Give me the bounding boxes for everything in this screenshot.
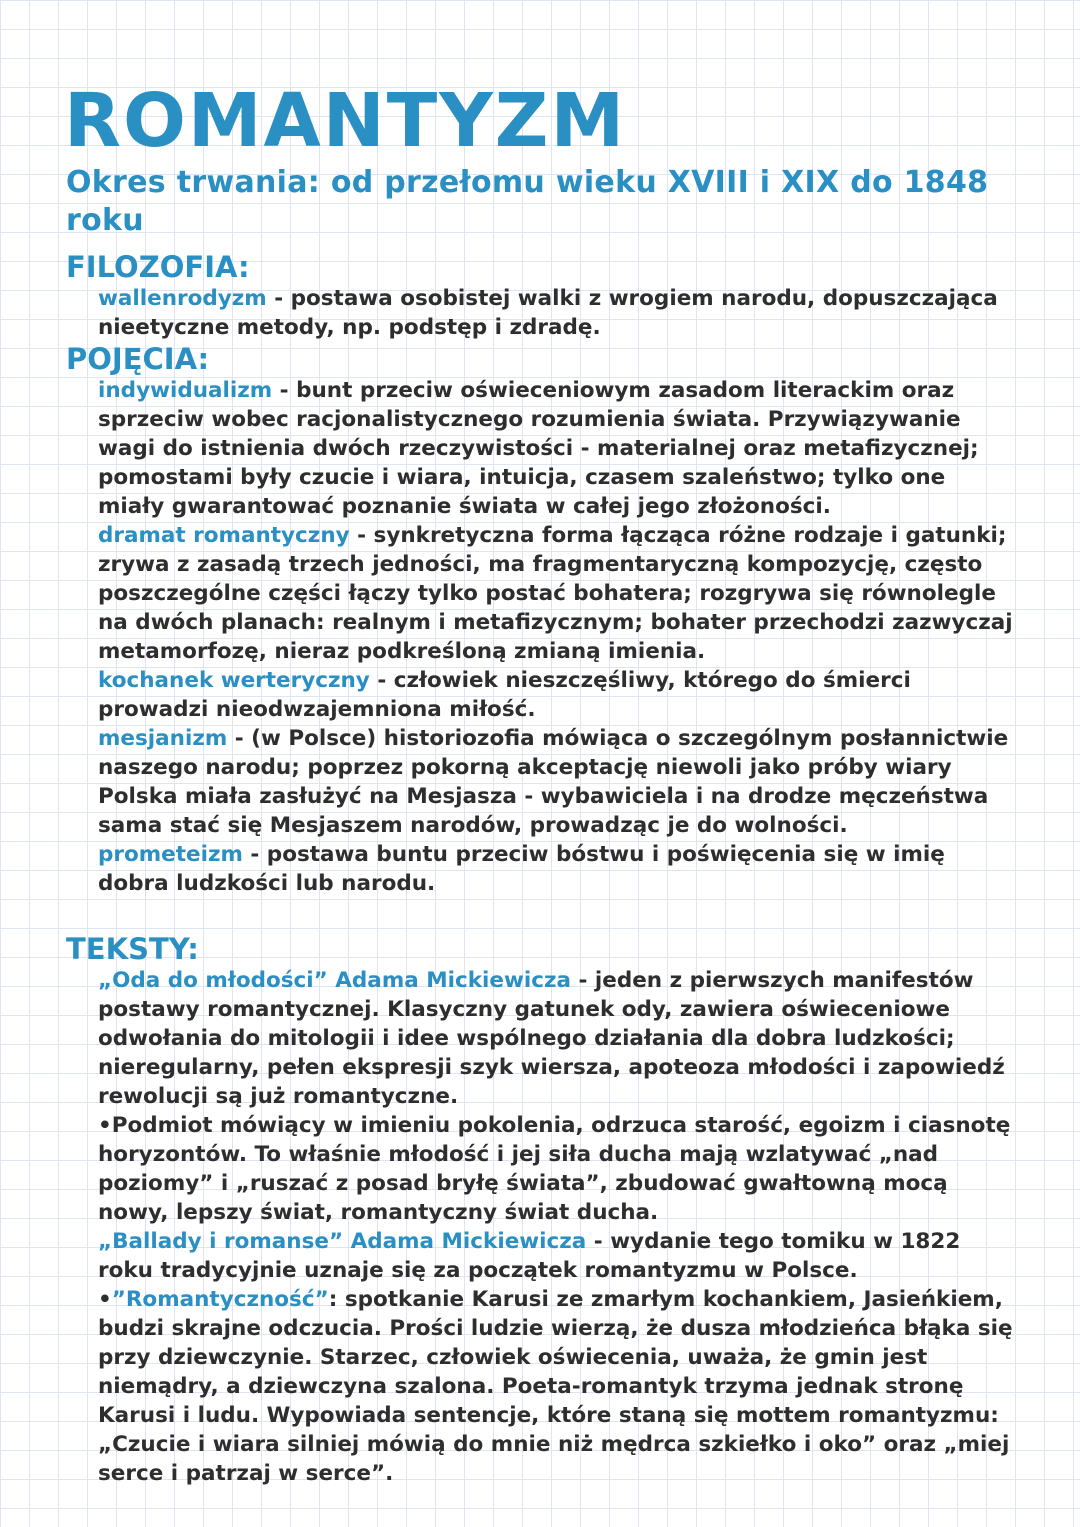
filozofia-entries xyxy=(98,284,1014,342)
term-definition: - postawa buntu przeciw bóstwu i poświęcenia się w imię dobra ludzkości lub narodu. xyxy=(98,842,945,896)
work-title: „Oda do młodości” Adama Mickiewicza xyxy=(98,968,571,993)
teksty-entries xyxy=(98,966,1014,1488)
section-spacer xyxy=(64,898,1014,932)
pojecia-entries xyxy=(98,376,1014,898)
bullet-romantycznosc xyxy=(98,1285,1014,1488)
entry-ballady-i-romanse xyxy=(98,1227,1014,1285)
term-definition: - synkretyczna forma łącząca różne rodzaje i gatunki; zrywa z zasadą trzech jedności, ma fragmentaryczną kompozycję, często poszczególne części łączy tylko postać bohatera; rozgrywa się równolegle na dwóch planach: realnym i metafizycznym; bohater przechodzi zazwyczaj metamorfozę, nieraz podkreśloną zmianą imienia. xyxy=(98,523,1013,664)
term-label: prometeizm xyxy=(98,842,243,867)
term-label: kochanek werteryczny xyxy=(98,668,370,693)
entry-oda-do-mlodosci xyxy=(98,966,1014,1111)
work-description: - jeden z pierwszych manifestów postawy romantycznej. Klasyczny gatunek ody, zawiera oświeceniowe odwołania do mitologii i idee wspólnego działania dla dobra ludzkości; nieregularny, pełen ekspresji szyk wiersza, apoteoza młodości i zapowiedź rewolucji są już romantyczne. xyxy=(98,968,1005,1109)
entry-wallenrodyzm xyxy=(98,284,1014,342)
term-label: indywidualizm xyxy=(98,378,273,403)
term-definition: - bunt przeciw oświeceniowym zasadom literackim oraz sprzeciw wobec racjonalistycznego rozumienia świata. Przywiązywanie wagi do istnienia dwóch rzeczywistości - materialnej oraz metafizycznej; pomostami były czucie i wiara, intuicja, czasem szaleństwo; tylko one miały gwarantować poznanie świata w całej jego złożoności. xyxy=(98,378,979,519)
entry-mesjanizm xyxy=(98,724,1014,840)
poem-title: ”Romantyczność” xyxy=(111,1287,329,1312)
period-subtitle: Okres trwania: od przełomu wieku XVIII i XIX do 1848 roku xyxy=(66,165,989,238)
term-label: dramat romantyczny xyxy=(98,523,350,548)
term-definition: - (w Polsce) historiozofia mówiąca o szczególnym posłannictwie naszego narodu; poprzez pokorną akceptację niewoli jako próby wiary Polska miała zasłużyć na Mesjasza - wybawiciela i na drodze męczeństwa sama stać się Mesjaszem narodów, prowadząc je do wolności. xyxy=(98,726,1009,838)
page-title: ROMANTYZM xyxy=(64,78,627,164)
section-heading-teksty: TEKSTY: xyxy=(66,932,199,966)
bullet-dot-icon: • xyxy=(98,1113,112,1138)
term-label: wallenrodyzm xyxy=(98,286,267,311)
work-description: - wydanie tego tomiku w 1822 roku tradycyjnie uznaje się za początek romantyzmu w Polsce. xyxy=(98,1229,961,1283)
section-heading-pojecia: POJĘCIA: xyxy=(66,342,210,376)
entry-dramat-romantyczny xyxy=(98,521,1014,666)
term-label: mesjanizm xyxy=(98,726,228,751)
bullet-text: : spotkanie Karusi ze zmarłym kochankiem, Jasieńkiem, budzi skrajne odczucia. Prości ludzie wierzą, że dusza młodzieńca błąka się przy dziewczynie. Starzec, człowiek oświecenia, uważa, że gmin jest niemądry, a dziewczyna szalona. Poeta-romantyk trzyma jednak stronę Karusi i ludu. Wypowiada sentencje, które staną się mottem romantyzmu: „Czucie i wiara silniej mówią do mnie niż mędrca szkiełko i oko” oraz „miej serce i patrzaj w serce”. xyxy=(98,1287,1013,1486)
entry-indywidualizm xyxy=(98,376,1014,521)
section-heading-filozofia: FILOZOFIA: xyxy=(66,250,250,284)
bullet-dot-icon: • xyxy=(98,1287,112,1312)
bullet-text: Podmiot mówiący w imieniu pokolenia, odrzuca starość, egoizm i ciasnotę horyzontów. To właśnie młodość i jej siła ducha mają wzlatywać „nad poziomy” i „ruszać z posad bryłę świata”, zbudować gwałtowną mocą nowy, lepszy świat, romantyczny świat ducha. xyxy=(98,1113,1011,1225)
notes-sheet xyxy=(64,78,1014,1488)
entry-prometeizm xyxy=(98,840,1014,898)
work-title: „Ballady i romanse” Adama Mickiewicza xyxy=(98,1229,587,1254)
bullet-oda xyxy=(98,1111,1014,1227)
term-definition: - człowiek nieszczęśliwy, którego do śmierci prowadzi nieodwzajemniona miłość. xyxy=(98,668,911,722)
term-definition: - postawa osobistej walki z wrogiem narodu, dopuszczająca nieetyczne metody, np. podstęp i zdradę. xyxy=(98,286,998,340)
entry-kochanek-werteryczny xyxy=(98,666,1014,724)
